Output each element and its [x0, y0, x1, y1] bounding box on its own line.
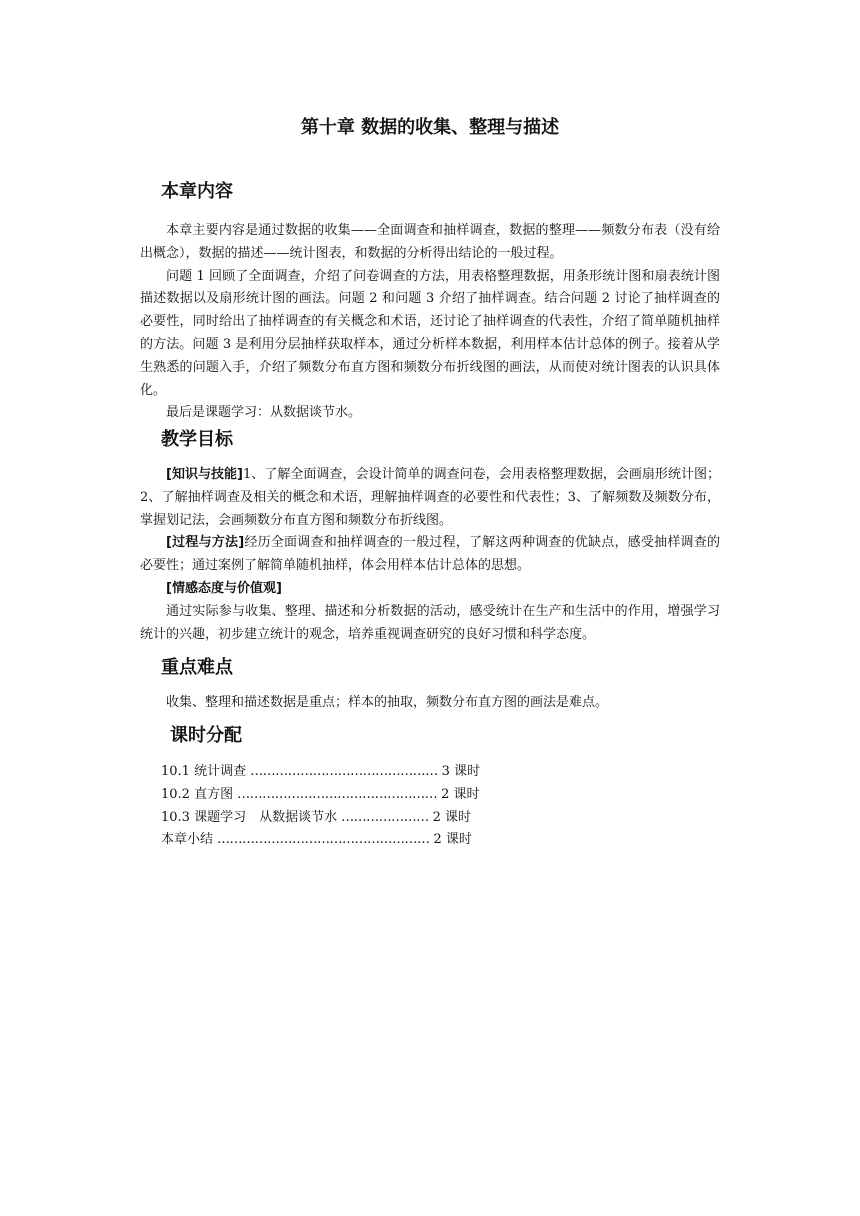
objective-emotion-text: 通过实际参与收集、整理、描述和分析数据的活动，感受统计在生产和生活中的作用，增强学习统计的兴趣，初步建立统计的观念，培养重视调查研究的良好习惯和科学态度。	[140, 603, 720, 642]
key-points-body	[140, 692, 720, 715]
chapter-title: 第十章 数据的收集、整理与描述	[300, 117, 560, 138]
objective-emotion-label	[140, 578, 720, 601]
schedule-item: 10.3 课题学习 从数据谈节水	[161, 809, 338, 825]
schedule-hours: 2 课时	[433, 832, 472, 848]
process-tag: [过程与方法]	[166, 535, 245, 551]
objective-process	[140, 532, 720, 578]
content-paragraph-2: 问题 1 回顾了全面调查，介绍了问卷调查的方法，用表格整理数据，用条形统计图和扇表统计图描述数据以及扇形统计图的画法。问题 2 和问题 3 介绍了抽样调查。结合问题 2 讨论了抽样调查的必要性，同时给出了抽样调查的有关概念和术语，还讨论了抽样调查的代表性，介绍了简单随机抽样的方法。问题 3 是利用分层抽样获取样本，通过分析样本数据，利用样本估计总体的例子。接着从学生熟悉的问题入手，介绍了频数分布直方图和频数分布折线图的画法，从而使对统计图表的认识具体化。	[140, 268, 720, 398]
content-paragraph-3: 最后是课题学习：从数据谈节水。	[166, 405, 362, 421]
objectives-body	[140, 464, 720, 646]
schedule-row	[161, 784, 581, 807]
schedule-leader-dots: …………………………………………	[237, 786, 438, 802]
knowledge-text: 1、了解全面调查，会设计简单的调查问卷，会用表格整理数据，会画扇形统计图；2、了解抽样调查及相关的概念和术语，理解抽样调查的必要性和代表性；3、了解频数及频数分布，掌握划记法，会画频数分布直方图和频数分布折线图。	[140, 467, 720, 528]
section-heading-key-points: 重点难点	[161, 657, 233, 678]
schedule-hours: 2 课时	[432, 809, 471, 825]
schedule-leader-dots: …………………	[341, 809, 429, 825]
emotion-tag: [情感态度与价值观]	[166, 580, 282, 596]
content-body	[140, 220, 720, 425]
schedule-list	[161, 761, 581, 852]
key-points-text: 收集、整理和描述数据是重点；样本的抽取，频数分布直方图的画法是难点。	[166, 695, 609, 710]
schedule-item: 10.1 统计调查	[161, 764, 247, 779]
schedule-hours: 2 课时	[441, 786, 480, 802]
schedule-row	[161, 807, 581, 830]
schedule-row	[161, 761, 581, 784]
section-heading-objectives: 教学目标	[161, 429, 233, 450]
section-heading-content: 本章内容	[161, 181, 233, 202]
schedule-leader-dots: ………………………………………	[250, 764, 438, 779]
process-text: 经历全面调查和抽样调查的一般过程，了解这两种调查的优缺点，感受抽样调查的必要性；通过案例了解简单随机抽样，体会用样本估计总体的思想。	[140, 535, 720, 574]
content-paragraph-1: 本章主要内容是通过数据的收集——全面调查和抽样调查，数据的整理——频数分布表（没有给出概念），数据的描述——统计图表，和数据的分析得出结论的一般过程。	[140, 223, 720, 261]
schedule-item: 10.2 直方图	[161, 786, 234, 802]
objective-knowledge	[140, 464, 720, 532]
schedule-hours: 3 课时	[441, 764, 480, 779]
section-heading-schedule: 课时分配	[170, 725, 242, 746]
knowledge-tag: [知识与技能]	[166, 467, 244, 482]
schedule-leader-dots: ……………………………………………	[217, 832, 430, 848]
schedule-item: 本章小结	[161, 832, 214, 848]
schedule-row	[161, 829, 581, 852]
